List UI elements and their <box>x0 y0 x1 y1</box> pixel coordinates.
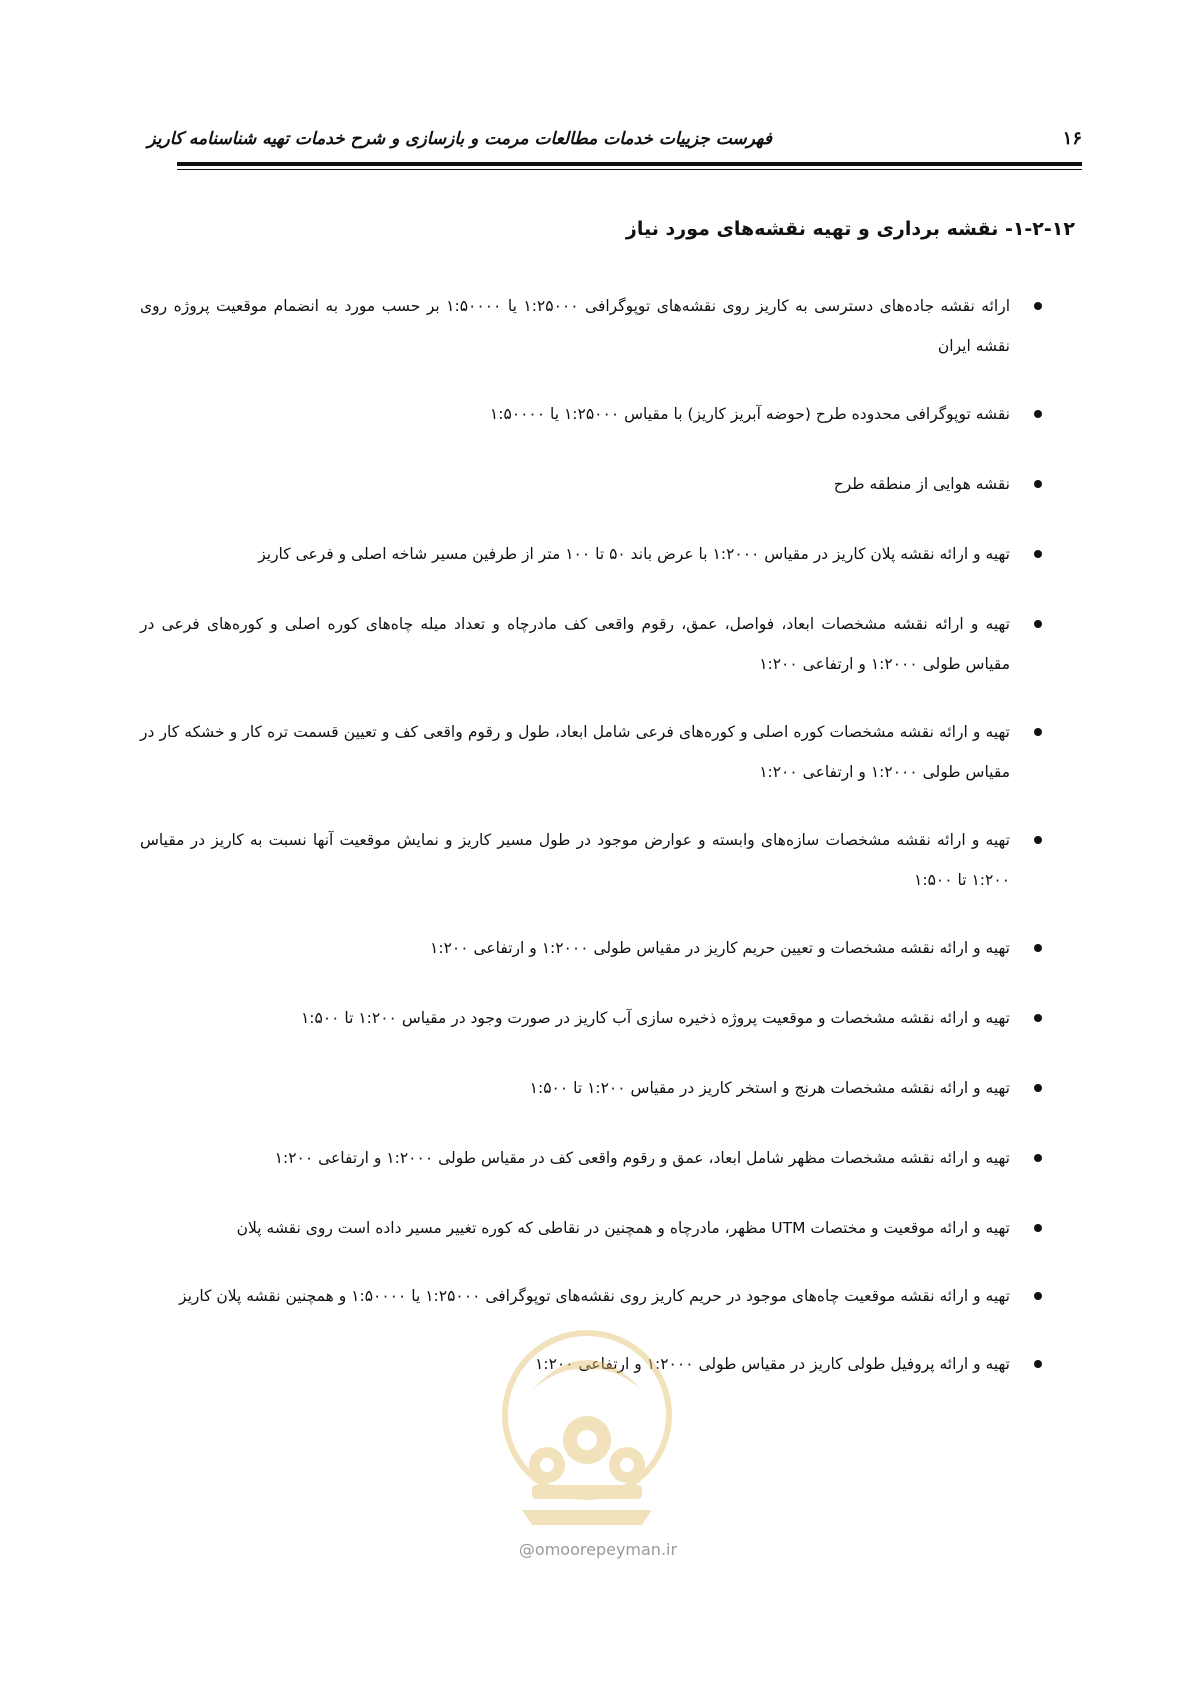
list-item <box>140 1344 1050 1384</box>
watermark-site <box>493 1540 703 1559</box>
list-item-text: نقشه توپوگرافی محدوده طرح (حوضه آبریز کاریز) با مقیاس ۱:۲۵۰۰۰ یا ۱:۵۰۰۰۰ <box>489 405 1010 423</box>
list-item-text: تهیه و ارائه نقشه مشخصات مظهر شامل ابعاد، عمق و رقوم واقعی کف در مقیاس طولی ۱:۲۰۰۰ و ارتفاعی ۱:۲۰۰ <box>274 1149 1010 1167</box>
bullet-icon <box>1034 1292 1042 1300</box>
page-number: ۱۶ <box>1062 128 1082 149</box>
list-item <box>140 998 1050 1038</box>
list-item <box>140 1208 1050 1248</box>
bullet-icon <box>1034 1224 1042 1232</box>
list-item-text: تهیه و ارائه نقشه مشخصات کوره اصلی و کوره‌های فرعی شامل ابعاد، طول و رقوم واقعی کف و تعیین قسمت تره کار و خشکه کار در مقیاس طولی ۱:۲۰۰۰ و ارتفاعی ۱:۲۰۰ <box>140 723 1010 781</box>
bullet-list <box>140 286 1050 1384</box>
list-item-text: تهیه و ارائه موقعیت و مختصات UTM مظهر، مادرچاه و همچنین در نقاطی که کوره تغییر مسیر داده است روی نقشه پلان <box>236 1219 1010 1237</box>
watermark-site-text: omoorepeyman.ir <box>534 1540 678 1559</box>
watermark-site-icon: @ <box>518 1540 535 1559</box>
list-item <box>140 394 1050 434</box>
list-item <box>140 604 1050 684</box>
list-item <box>140 1276 1050 1316</box>
bullet-icon <box>1034 550 1042 558</box>
list-item <box>140 928 1050 968</box>
list-item-text: نقشه هوایی از منطقه طرح <box>833 475 1010 493</box>
bullet-icon <box>1034 1154 1042 1162</box>
list-item-text: تهیه و ارائه نقشه مشخصات ابعاد، فواصل، عمق، رقوم واقعی کف مادرچاه و تعداد میله چاه‌های کوره اصلی و کوره‌های فرعی در مقیاس طولی ۱:۲۰۰۰ و ارتفاعی ۱:۲۰۰ <box>140 615 1010 673</box>
bullet-icon <box>1034 302 1042 310</box>
list-item-text: تهیه و ارائه پروفیل طولی کاریز در مقیاس طولی ۱:۲۰۰۰ و ارتفاعی ۱:۲۰۰ <box>535 1355 1010 1373</box>
section-heading: ۱-۲-۱۲- نقشه برداری و تهیه نقشه‌های مورد نیاز <box>625 218 1075 240</box>
list-item-text: تهیه و ارائه نقشه مشخصات و تعیین حریم کاریز در مقیاس طولی ۱:۲۰۰۰ و ارتفاعی ۱:۲۰۰ <box>430 939 1010 957</box>
list-item-text: تهیه و ارائه نقشه پلان کاریز در مقیاس ۱:۲۰۰۰ با عرض باند ۵۰ تا ۱۰۰ متر از طرفین مسیر شاخه اصلی و فرعی کاریز <box>258 545 1010 563</box>
list-item-text: ارائه نقشه جاده‌های دسترسی به کاریز روی نقشه‌های توپوگرافی ۱:۲۵۰۰۰ یا ۱:۵۰۰۰۰ بر حسب مورد به انضمام موقعیت پروژه روی نقشه ایران <box>140 297 1011 355</box>
list-item <box>140 712 1050 792</box>
bullet-icon <box>1034 1014 1042 1022</box>
list-item <box>140 1068 1050 1108</box>
header-rule-thin <box>177 169 1082 170</box>
header-title: فهرست جزییات خدمات مطالعات مرمت و بازسازی و شرح خدمات تهیه شناسنامه کاریز <box>147 129 772 149</box>
list-item <box>140 534 1050 574</box>
bullet-icon <box>1034 480 1042 488</box>
list-item <box>140 286 1050 366</box>
list-item <box>140 1138 1050 1178</box>
bullet-icon <box>1034 410 1042 418</box>
page-header <box>147 125 1082 165</box>
bullet-icon <box>1034 728 1042 736</box>
list-item <box>140 464 1050 504</box>
bullet-icon <box>1034 836 1042 844</box>
header-rule-thick <box>177 162 1082 166</box>
bullet-icon <box>1034 1084 1042 1092</box>
list-item <box>140 820 1050 900</box>
list-item-text: تهیه و ارائه نقشه مشخصات سازه‌های وابسته و عوارض موجود در طول مسیر کاریز و نمایش موقعیت آنها نسبت به کاریز در مقیاس ۱:۲۰۰ تا ۱:۵۰۰ <box>140 831 1010 889</box>
list-item-text: تهیه و ارائه نقشه مشخصات و موقعیت پروژه ذخیره سازی آب کاریز در صورت وجود در مقیاس ۱:۲۰۰ تا ۱:۵۰۰ <box>300 1009 1010 1027</box>
bullet-icon <box>1034 1360 1042 1368</box>
list-item-text: تهیه و ارائه نقشه مشخصات هرنج و استخر کاریز در مقیاس ۱:۲۰۰ تا ۱:۵۰۰ <box>529 1079 1010 1097</box>
bullet-icon <box>1034 620 1042 628</box>
bullet-icon <box>1034 944 1042 952</box>
list-item-text: تهیه و ارائه نقشه موقعیت چاه‌های موجود در حریم کاریز روی نقشه‌های توپوگرافی ۱:۲۵۰۰۰ یا ۱:۵۰۰۰۰ و همچنین نقشه پلان کاریز <box>179 1287 1010 1305</box>
